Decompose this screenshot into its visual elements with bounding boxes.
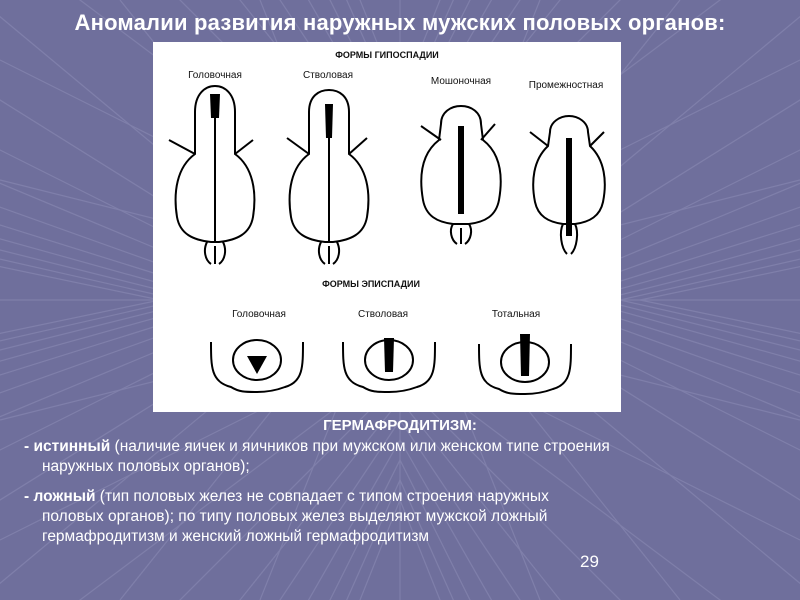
true-hermaphroditism-definition xyxy=(24,437,784,477)
true-term: - истинный xyxy=(24,438,111,455)
epispadias-total-figure xyxy=(479,334,571,394)
epispadias-glans-figure xyxy=(211,340,303,392)
epispadias-shaft-figure xyxy=(343,338,435,392)
hypospadias-shaft-figure xyxy=(287,90,368,264)
hypospadias-label-shaft: Стволовая xyxy=(302,70,354,81)
slide-title: Аномалии развития наружных мужских половых органов: xyxy=(74,10,726,35)
hypospadias-perineal-figure xyxy=(530,116,605,254)
true-line-1: (наличие яичек и яичников при мужском или женском типе строения xyxy=(110,438,610,455)
epispadias-label-shaft: Стволовая xyxy=(357,309,409,320)
epispadias-heading: ФОРМЫ ЭПИСПАДИИ xyxy=(322,279,420,289)
hermaphroditism-title: ГЕРМАФРОДИТИЗМ: xyxy=(323,417,477,434)
false-line-2: половых органов); по типу половых желез выделяют мужской ложный xyxy=(42,508,548,525)
hypospadias-label-perineal: Промежностная xyxy=(528,80,604,91)
slide-number: 29 xyxy=(580,552,599,571)
false-term: - ложный xyxy=(24,488,96,505)
hypospadias-scrotal-figure xyxy=(421,106,501,244)
epispadias-label-glans: Головочная xyxy=(232,309,286,320)
false-line-3: гермафродитизм и женский ложный гермафродитизм xyxy=(42,528,430,545)
epispadias-label-total: Тотальная xyxy=(491,309,541,320)
true-line-2: наружных половых органов); xyxy=(42,458,250,475)
false-hermaphroditism-definition xyxy=(24,487,784,547)
hypospadias-label-scrotal: Мошоночная xyxy=(430,76,492,87)
hypospadias-glans-figure xyxy=(169,86,254,264)
anomalies-illustration-panel xyxy=(153,42,621,412)
false-line-1: (тип половых желез не совпадает с типом строения наружных xyxy=(95,488,549,505)
hypospadias-heading: ФОРМЫ ГИПОСПАДИИ xyxy=(335,50,439,60)
hypospadias-label-glans: Головочная xyxy=(188,70,242,81)
